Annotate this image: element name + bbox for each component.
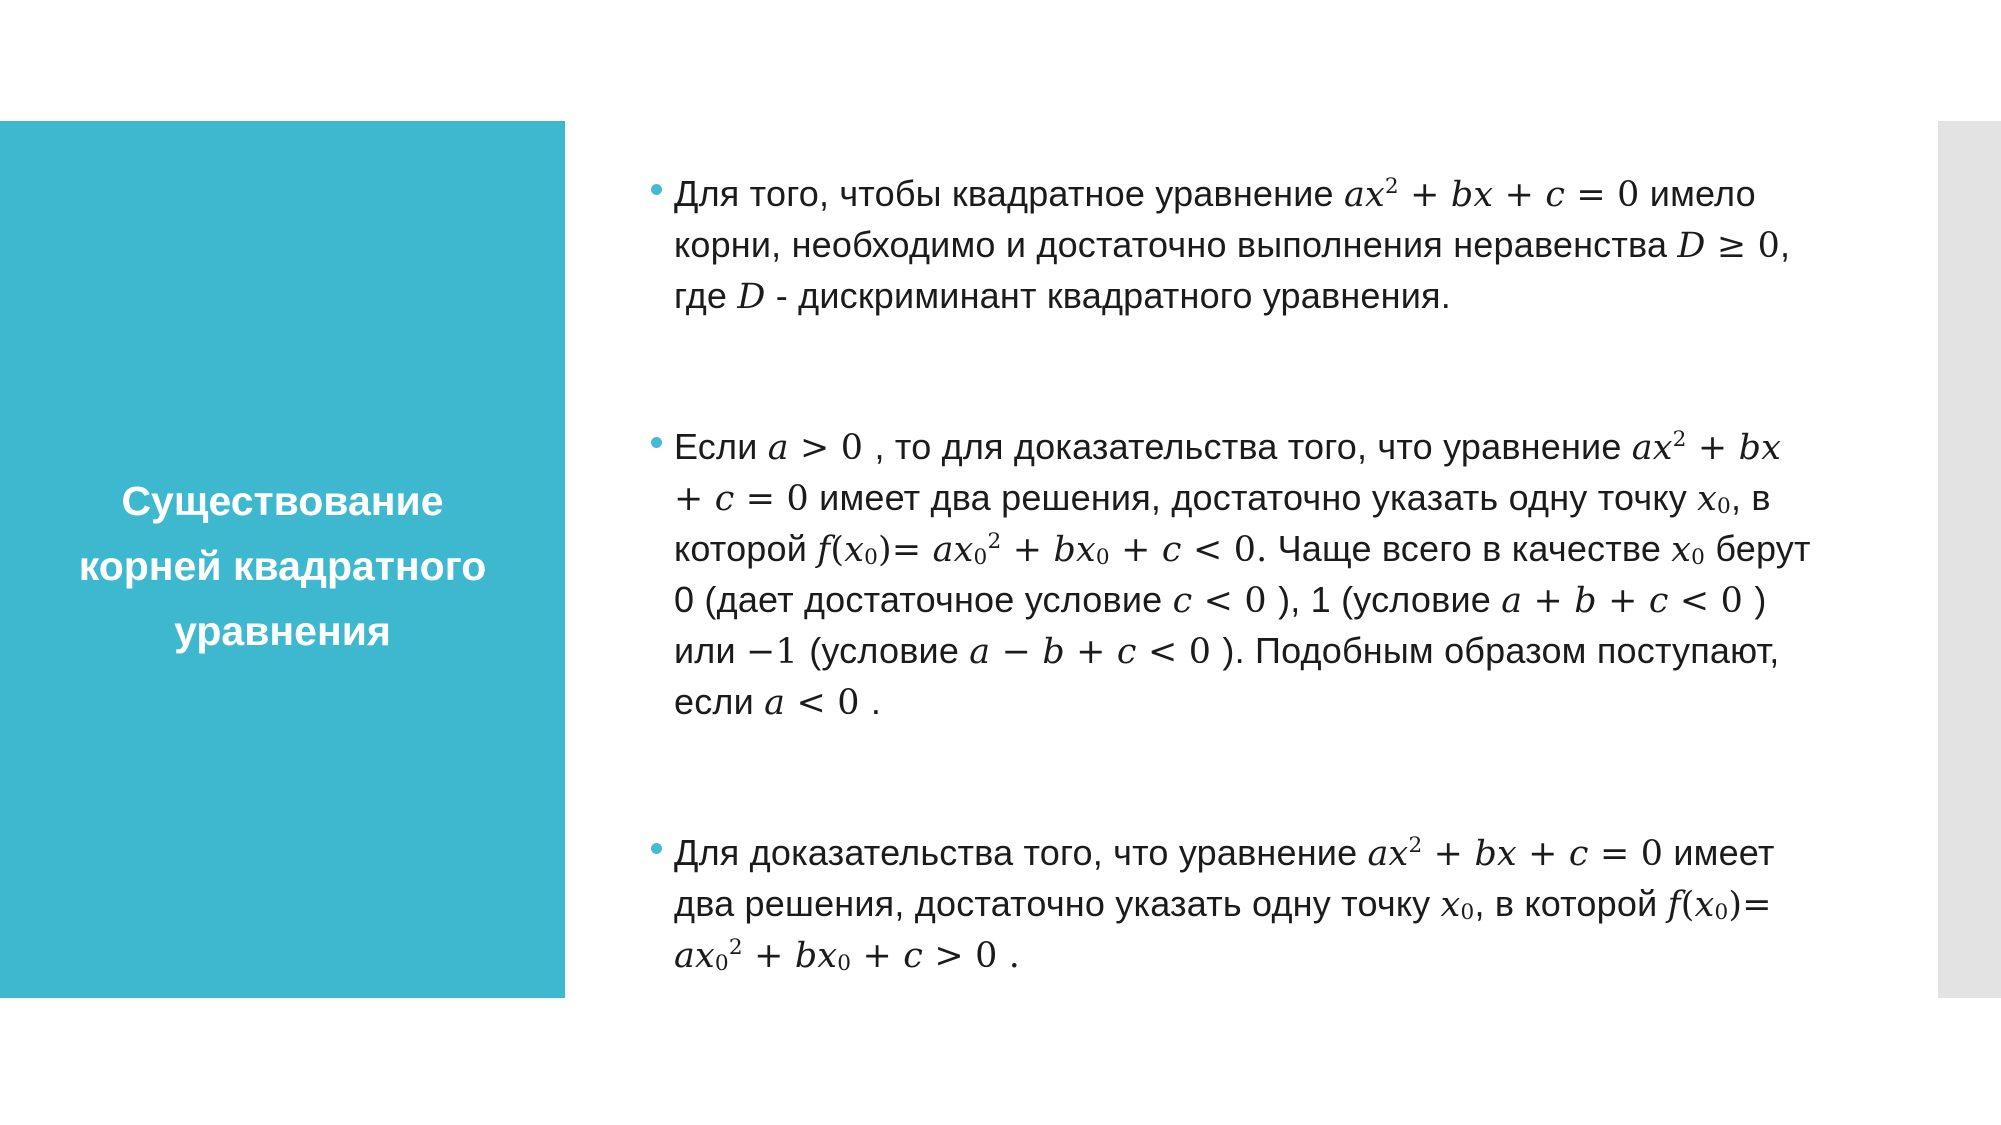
bullet-item [646, 169, 1814, 322]
title-line: уравнения [174, 608, 391, 654]
bullet-text: Если a > 0 , то для доказательства того, что уравнение $ax^2$ + bx + c = 0 имеет два решения, достаточно указать одну точку x0, в которой $f(x0)= ax0^2 + bx0 + c < 0$. Чаще всего в качестве x0 берут 0 (дает достаточное условие c < 0 ), 1 (условие a + b + c < 0 ) или −1 (условие a − b + c < 0 ). Подобным образом поступают, если a < 0 . [674, 426, 1811, 723]
right-edge-strip [1938, 121, 2001, 998]
title-panel [0, 121, 565, 998]
bullet-icon [651, 184, 662, 195]
bullet-text: Для того, чтобы квадратное уравнение $ax^2$ + bx + c = 0 имело корни, необходимо и достаточно выполнения неравенства D ≥ 0, где D - дискриминант квадратного уравнения. [674, 173, 1791, 317]
bullet-item [646, 828, 1814, 981]
bullet-icon [651, 437, 662, 448]
title-line: Существование [121, 478, 444, 524]
bullet-icon [651, 843, 662, 854]
title-line: корней квадратного [78, 543, 487, 589]
slide-title [0, 469, 565, 664]
bullet-text: Для доказательства того, что уравнение $ax^2$ + bx + c = 0 имеет два решения, достаточно указать одну точку x0, в которой $f(x0)= ax0^2 + bx0 + c > 0$ . [674, 832, 1775, 977]
bullet-item [646, 422, 1814, 728]
content-area [646, 169, 1814, 981]
